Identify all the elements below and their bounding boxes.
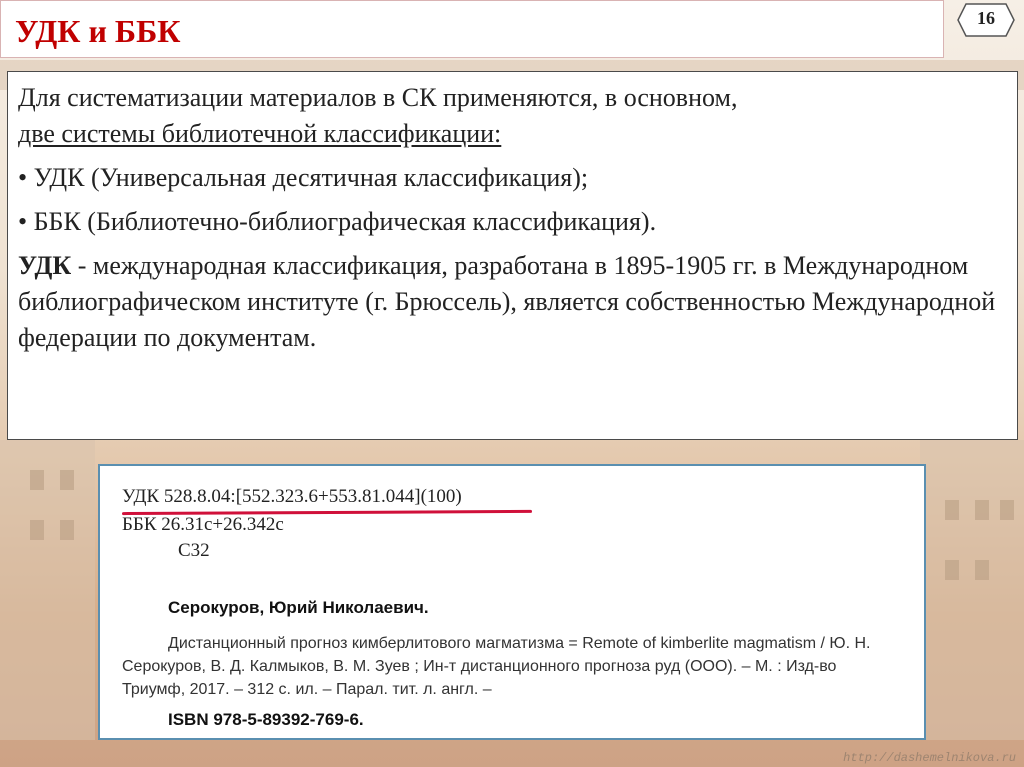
slide-title: УДК и ББК [15, 13, 181, 49]
title-bar [0, 0, 944, 58]
record-author: Серокуров, Юрий Николаевич. [168, 598, 429, 617]
bullet-bbk: • ББК (Библиотечно-библиографическая классификация). [18, 207, 657, 236]
intro-paragraph [18, 80, 1007, 152]
intro-line-2: две системы библиотечной классификации: [18, 119, 502, 148]
record-description: Дистанционный прогноз кимберлитового магматизма = Remote of kimberlite magmatism / Ю. Н. Серокуров, В. Д. Калмыков, В. М. Зуев ; Ин-т дистанционного прогноза руд (ООО). – М. : Изд-во Триумф, 2017. – 312 с. ил. – Парал. тит. л. англ. – [122, 635, 871, 698]
page-number: 16 [977, 8, 995, 28]
udk-index-line: УДК 528.8.04:[552.323.6+553.81.044](100) [122, 486, 462, 507]
udk-definition: - международная классификация, разработана в 1895-1905 гг. в Международном библиографическом институте (г. Брюссель), является собственностью Международной федерации по документам. [18, 251, 996, 352]
udk-definition-paragraph [18, 248, 1007, 356]
intro-line-1: Для систематизации материалов в СК применяются, в основном, [18, 83, 738, 112]
author-mark: С32 [178, 540, 210, 561]
record-isbn: ISBN 978-5-89392-769-6. [168, 710, 364, 729]
bbk-index-line: ББК 26.31с+26.342с [122, 514, 284, 535]
main-text-box [7, 71, 1018, 440]
catalog-record-card [98, 464, 926, 740]
watermark-url: http://dashemelnikova.ru [843, 751, 1016, 765]
udk-term: УДК [18, 251, 72, 280]
page-number-badge [956, 2, 1016, 38]
bullet-udk: • УДК (Универсальная десятичная классификация); [18, 163, 589, 192]
